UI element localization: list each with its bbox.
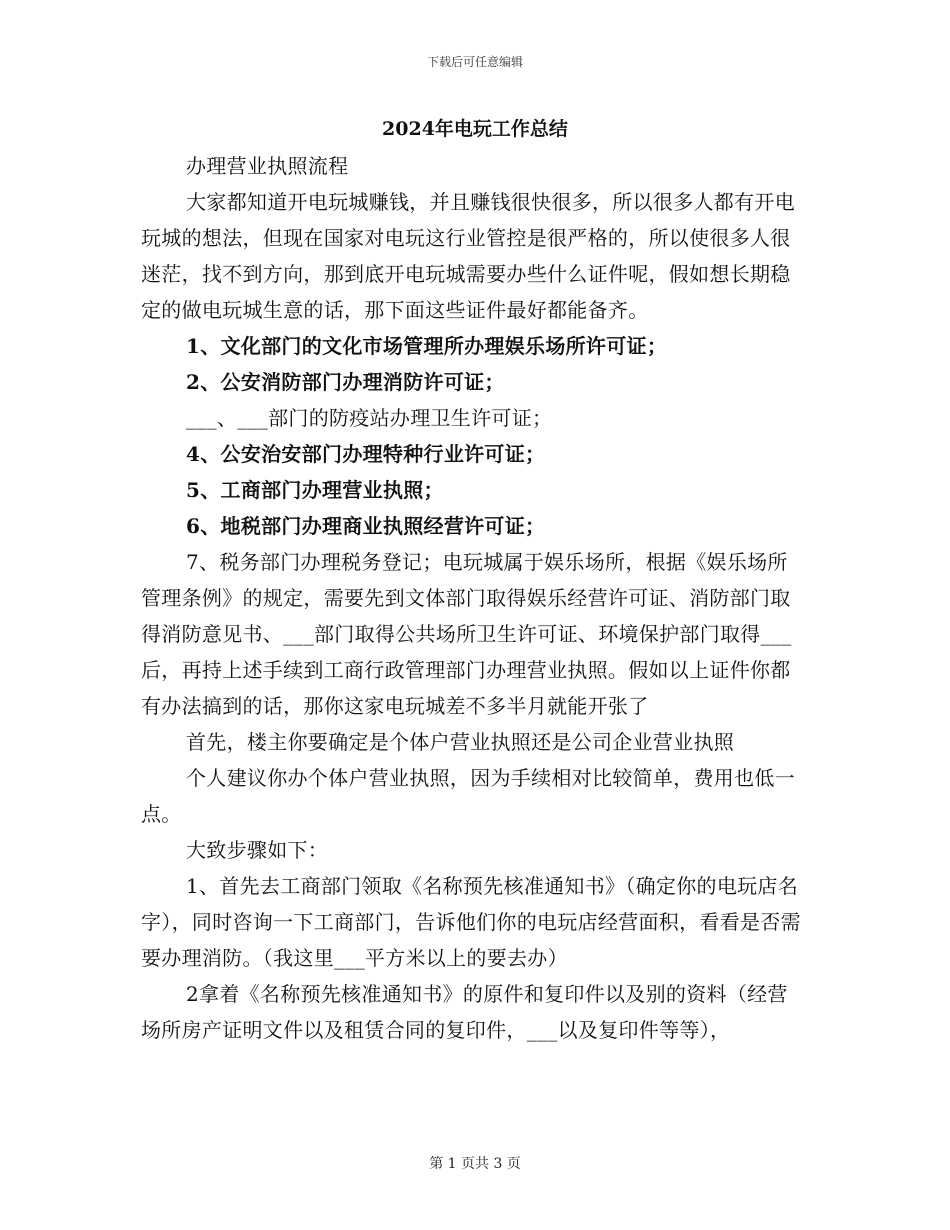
document-title: 2024年电玩工作总结 (382, 118, 568, 140)
list-item-5: 5、工商部门办理营业执照； (186, 478, 444, 502)
list-item-2: 2、公安消防部门办理消防许可证； (186, 370, 505, 394)
list-item-1: 1、文化部门的文化市场管理所办理娱乐场所许可证； (186, 334, 668, 358)
page-header: 下载后可任意编辑 (426, 55, 523, 69)
paragraph-first: 首先，楼主你要确定是个体户营业执照还是公司企业营业执照 (186, 730, 735, 754)
paragraph-intro: 大家都知道开电玩城赚钱，并且赚钱很快很多，所以很多人都有开电玩城的想法，但现在国家对电玩这行业管控是很严格的，所以使很多人很迷茫，找不到方向，那到底开电玩城需要办些什么证件呢，假如想长期稳定的做电玩城生意的话，那下面这些证件最好都能备齐。 (141, 190, 795, 322)
list-item-6: 6、地税部门办理商业执照经营许可证； (186, 514, 546, 538)
list-item-3: ___、___部门的防疫站办理卫生许可证； (186, 406, 553, 430)
list-item-7: 7、税务部门办理税务登记；电玩城属于娱乐场所，根据《娱乐场所管理条例》的规定，需要先到文体部门取得娱乐经营许可证、消防部门取得消防意见书、___部门取得公共场所卫生许可证、环境保护部门取得___后，再持上述手续到工商行政管理部门办理营业执照。假如以上证件你都有办法搞到的话，那你这家电玩城差不多半月就能开张了 (141, 550, 792, 718)
paragraph-steps-heading: 大致步骤如下： (186, 838, 329, 862)
list-item-4: 4、公安治安部门办理特种行业许可证； (186, 442, 546, 466)
page-footer: 第 1 页共 3 页 (429, 1156, 521, 1172)
step-2: 2拿着《名称预先核准通知书》的原件和复印件以及别的资料（经营场所房产证明文件以及租赁合同的复印件，___以及复印件等等）， (141, 982, 788, 1042)
paragraph-subtitle: 办理营业执照流程 (186, 154, 349, 178)
paragraph-suggestion: 个人建议你办个体户营业执照，因为手续相对比较简单，费用也低一点。 (141, 766, 795, 826)
step-1: 1、首先去工商部门领取《名称预先核准通知书》（确定你的电玩店名字），同时咨询一下工商部门，告诉他们你的电玩店经营面积，看看是否需要办理消防。（我这里___平方米以上的要去办） (141, 874, 801, 970)
document-body (141, 148, 806, 1048)
